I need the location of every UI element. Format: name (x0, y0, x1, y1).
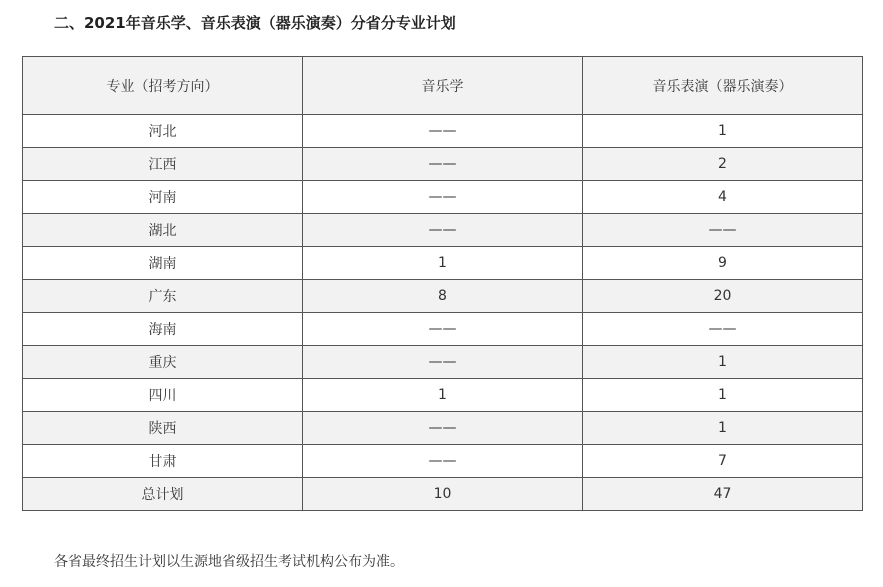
musicology-cell: —— (303, 445, 583, 478)
province-cell: 江西 (23, 148, 303, 181)
table-row (23, 313, 863, 346)
table-row (23, 148, 863, 181)
musicology-cell: —— (303, 148, 583, 181)
province-cell: 湖南 (23, 247, 303, 280)
performance-total-cell: 47 (583, 478, 863, 511)
province-cell: 海南 (23, 313, 303, 346)
province-cell: 河南 (23, 181, 303, 214)
table-row (23, 247, 863, 280)
performance-cell: 20 (583, 280, 863, 313)
enrollment-plan-table (22, 56, 863, 511)
musicology-cell: —— (303, 412, 583, 445)
province-cell: 湖北 (23, 214, 303, 247)
table-row (23, 181, 863, 214)
province-cell: 陕西 (23, 412, 303, 445)
table-row (23, 280, 863, 313)
table-row (23, 214, 863, 247)
province-cell: 河北 (23, 115, 303, 148)
performance-cell: 1 (583, 115, 863, 148)
performance-cell: 4 (583, 181, 863, 214)
musicology-cell: 1 (303, 247, 583, 280)
performance-cell: —— (583, 313, 863, 346)
column-header-music-performance: 音乐表演（器乐演奏） (583, 57, 863, 115)
performance-cell: 2 (583, 148, 863, 181)
musicology-cell: 1 (303, 379, 583, 412)
province-cell: 重庆 (23, 346, 303, 379)
table-row (23, 346, 863, 379)
musicology-cell: —— (303, 181, 583, 214)
performance-cell: 1 (583, 412, 863, 445)
table-row (23, 412, 863, 445)
table-row (23, 115, 863, 148)
column-header-musicology: 音乐学 (303, 57, 583, 115)
musicology-cell: 8 (303, 280, 583, 313)
table-row (23, 445, 863, 478)
performance-cell: 1 (583, 346, 863, 379)
musicology-cell: —— (303, 346, 583, 379)
column-header-major: 专业（招考方向） (23, 57, 303, 115)
musicology-cell: —— (303, 313, 583, 346)
performance-cell: —— (583, 214, 863, 247)
total-label-cell: 总计划 (23, 478, 303, 511)
footnote: 各省最终招生计划以生源地省级招生考试机构公布为准。 (54, 554, 404, 570)
performance-cell: 9 (583, 247, 863, 280)
table-header-row (23, 57, 863, 115)
table-row (23, 379, 863, 412)
performance-cell: 1 (583, 379, 863, 412)
province-cell: 四川 (23, 379, 303, 412)
province-cell: 甘肃 (23, 445, 303, 478)
section-heading: 二、2021年音乐学、音乐表演（器乐演奏）分省分专业计划 (54, 14, 456, 32)
musicology-cell: —— (303, 115, 583, 148)
province-cell: 广东 (23, 280, 303, 313)
performance-cell: 7 (583, 445, 863, 478)
musicology-total-cell: 10 (303, 478, 583, 511)
table-total-row (23, 478, 863, 511)
musicology-cell: —— (303, 214, 583, 247)
